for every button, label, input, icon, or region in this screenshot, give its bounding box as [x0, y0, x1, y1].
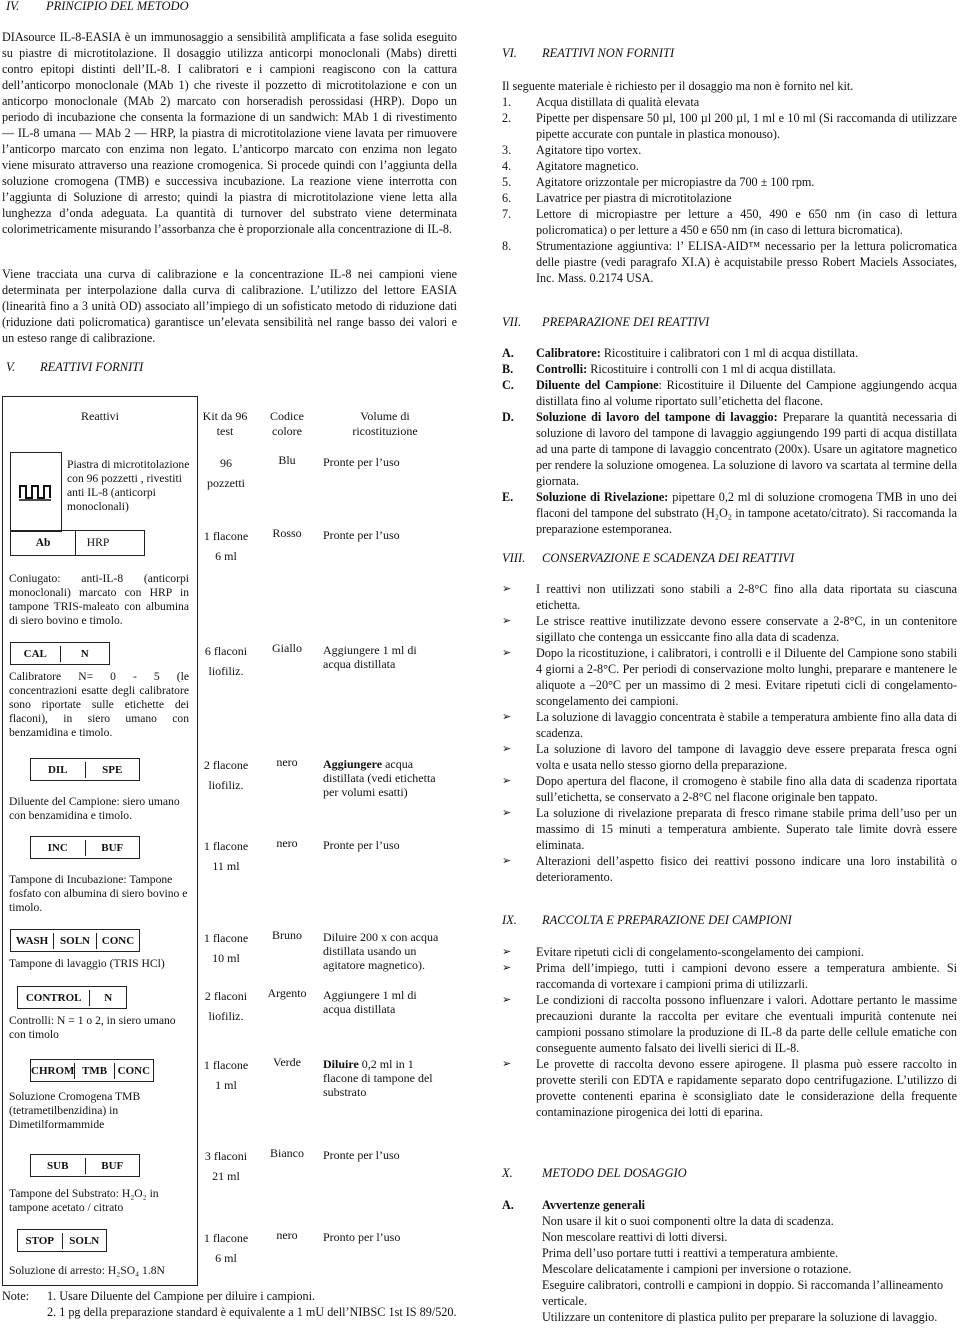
list-item [502, 174, 957, 190]
item-number: 2. [502, 111, 512, 125]
item-letter: A. [502, 346, 514, 360]
section-number: IV. [6, 0, 20, 13]
item-text [536, 377, 957, 409]
section-7-heading [502, 314, 709, 330]
bullet-icon: ➢ [502, 646, 512, 659]
item-text [536, 345, 957, 361]
warnings-title: Avvertenze generali [542, 1198, 645, 1212]
item-bold: Soluzione di lavoro del tampone di lavaggio: [536, 410, 778, 424]
bullet-item [502, 773, 957, 805]
volume-text: Pronte per l’uso [323, 528, 400, 542]
section-5-heading [6, 359, 143, 375]
buf-code: BUF [85, 1158, 140, 1174]
section-4-heading [6, 0, 189, 14]
conc-code: CONC [114, 1063, 153, 1079]
volume-text: Aggiungere 1 ml di acqua distillata [323, 988, 417, 1016]
color-code: Bruno [272, 928, 302, 942]
item-text [536, 361, 957, 377]
warnings-lines [542, 1213, 957, 1325]
wash-code-box [10, 929, 140, 952]
bullet-icon: ➢ [502, 614, 512, 627]
item-number: 1. [502, 95, 512, 109]
soln-code: SOLN [53, 933, 96, 949]
bullet-text: La soluzione di lavoro del tampone di lavaggio deve essere preparata fresca ogni volta e usata nello stesso giorno della preparazione. [536, 742, 957, 772]
list-item [502, 190, 957, 206]
bullet-text: La soluzione di lavaggio concentrata è stabile a temperatura ambiente fino alla data di scadenza. [536, 710, 957, 740]
color-code: Blu [278, 453, 296, 467]
item-bold: Controlli: [536, 362, 588, 376]
item-number: 6. [502, 191, 512, 205]
section-number: IX. [502, 913, 517, 927]
item-text: Lettore di micropiastre per letture a 450, 490 e 650 nm (in caso di lettura policromatica) o per letture a 450 e 650 nm (in caso di lettura bicromatica). [536, 207, 957, 237]
plate-description: Piastra di microtitolazione con 96 pozzetti , rivestiti anti IL-8 (anticorpi monoclonali) [67, 458, 190, 513]
item-number: 8. [502, 239, 512, 253]
header-kit: Kit da 96 test [202, 409, 248, 438]
bullet-item [502, 805, 957, 853]
kit-quantity: 6 flaconi liofiliz. [204, 644, 248, 678]
inc-code-box [30, 836, 140, 859]
kit-quantity: 96 pozzetti [207, 456, 245, 490]
stop-code: STOP [25, 1234, 55, 1247]
bullet-text: Evitare ripetuti cicli di congelamento-scongelamento dei campioni. [536, 945, 864, 959]
item-text: Agitatore orizzontale per micropiastre da 700 ± 100 rpm. [536, 175, 815, 189]
section-title: RACCOLTA E PREPARAZIONE DEI CAMPIONI [542, 913, 792, 927]
bullet-icon: ➢ [502, 582, 512, 595]
list-item [502, 489, 957, 537]
warning-line: Eseguire calibratori, controlli e campioni in doppio. Si raccomanda l’allineamento verticale. [542, 1278, 944, 1308]
item-text [536, 409, 957, 489]
chromogen-description: Soluzione Cromogena TMB (tetrametilbenzidina) in Dimetilformammide [9, 1090, 141, 1131]
reconstitution-volume [323, 1057, 447, 1099]
section-number: VIII. [502, 551, 526, 565]
section-title: PRINCIPIO DEL METODO [46, 0, 189, 13]
item-rest: Preparare la quantità necessaria di soluzione di lavoro del tampone di lavaggio aggiungendo 199 parti di acqua distillata ad una parte di tampone di lavaggio concentrato (200x). Usare un agitatore magnetico per rendere la soluzione omogenea. La soluzione di lavoro va scartata al termine della giornata. [536, 410, 957, 488]
bullet-icon: ➢ [502, 854, 512, 867]
volume-text: Pronto per l’uso [323, 1230, 401, 1244]
list-item [502, 361, 957, 377]
bullet-icon: ➢ [502, 710, 512, 723]
section-title: METODO DEL DOSAGGIO [542, 1166, 687, 1180]
list-item [502, 158, 957, 174]
bullet-text: Dopo apertura del flacone, il cromogeno è stabile fino alla data di scadenza riportata sull’etichetta, se conservato a 2-8°C nel flacone originale ben tappato. [536, 774, 957, 804]
volume-text: Diluire 200 x con acqua distillata usando un agitatore magnetico). [323, 930, 439, 972]
item-rest: Ricostituire i controlli con 1 ml di acqua distillata. [587, 362, 836, 376]
volume-text: acqua distillata (vedi etichetta per volumi esatti) [323, 757, 436, 799]
item-rest: pipettare 0,2 ml di soluzione cromogena TMB in uno dei flaconi del tampone del substrato (H₂O₂ in tampone acetato/citrato). Si raccomanda la preparazione estemporanea. [536, 490, 957, 536]
bullet-item [502, 960, 957, 992]
section-number: X. [502, 1166, 513, 1180]
item-number: 3. [502, 143, 512, 157]
controls-description: Controlli: N = 1 o 2, in siero umano con timolo [9, 1014, 176, 1041]
bullet-item [502, 613, 957, 645]
item-number: 4. [502, 159, 512, 173]
header-reagents: Reattivi [81, 409, 119, 423]
bullet-icon: ➢ [502, 774, 512, 787]
color-code: nero [276, 755, 298, 769]
inc-code: INC [47, 841, 68, 854]
ab-code: Ab [35, 536, 51, 549]
warnings-label: A. [502, 1198, 514, 1212]
volume-text: 0,2 ml in 1 flacone di tampone del substrato [323, 1057, 433, 1099]
section-number: V. [6, 360, 16, 374]
spe-code: SPE [85, 762, 140, 778]
hrp-code: HRP [86, 536, 110, 549]
bullet-text: I reattivi non utilizzati sono stabili a 2-8°C fino alla data riportata su ciascuna etichetta. [536, 582, 957, 612]
bullet-icon: ➢ [502, 1057, 512, 1070]
bullet-item [502, 944, 957, 960]
conc-code: CONC [96, 933, 139, 949]
bullet-text: La soluzione di rivelazione preparata di fresco rimane stabile prima dell’uso per un massimo di 15 minuti a temperatura ambiente. Superato tale limite dovrà essere eliminata. [536, 806, 957, 852]
general-warnings [502, 1197, 957, 1325]
bullet-icon: ➢ [502, 806, 512, 819]
kit-quantity: 3 flaconi 21 ml [204, 1149, 248, 1183]
warning-line: Non usare il kit o suoi componenti oltre la data di scadenza. [542, 1214, 834, 1228]
note-label: Note: [2, 1289, 30, 1303]
control-code-box [17, 986, 127, 1009]
item-letter: B. [502, 362, 514, 376]
bullet-icon: ➢ [502, 945, 512, 958]
kit-quantity: 1 flacone 10 ml [203, 931, 249, 965]
color-code: Giallo [272, 641, 302, 655]
bullet-item [502, 853, 957, 885]
chrom-code-box [30, 1059, 154, 1082]
item-text: Agitatore magnetico. [536, 159, 639, 173]
bullet-item [502, 741, 957, 773]
reconstitution-volume [323, 757, 447, 799]
dil-code: DIL [47, 763, 68, 776]
header-color-code: Codice colore [270, 409, 304, 438]
note-2: 2. 1 pg della preparazione standard è equivalente a 1 mU dell’NIBSC 1st IS 89/520. [47, 1305, 457, 1319]
kit-quantity: 1 flacone 6 ml [203, 1231, 249, 1265]
item-bold: Calibratore: [536, 346, 601, 360]
dil-code-box [30, 758, 140, 781]
volume-bold: Aggiungere [323, 757, 383, 771]
calibrator-description: Calibratore N= 0 - 5 (le concentrazioni esatte degli calibratore sono riportate sulle etichette dei flaconi), in siero umano con benzamidina e timolo. [9, 670, 189, 739]
microplate-icon [18, 482, 52, 502]
volume-text: Pronte per l’uso [323, 455, 400, 469]
bullet-icon: ➢ [502, 993, 512, 1006]
item-text [536, 489, 957, 537]
section-title: PREPARAZIONE DEI REATTIVI [542, 315, 710, 329]
list-item [502, 110, 957, 142]
color-code: Bianco [270, 1146, 304, 1160]
section-number: VI. [502, 46, 517, 60]
storage-list [502, 581, 957, 885]
reconstitution-volume [323, 988, 447, 1016]
principle-paragraph-2: Viene tracciata una curva di calibrazione e la concentrazione IL-8 nei campioni viene determinata per interpolazione dalla curva di calibrazione. L’utilizzo del lettore EASIA (linearità fino a 3 unità OD) associato all’impiego di un sofisticato metodo di riduzione dati (riduzione dati policromatica) garantisce un’elevata sensibilità nel range basso dei valori e un esteso range di calibrazione. [2, 267, 457, 345]
volume-text: Aggiungere 1 ml di acqua distillata [323, 643, 417, 671]
sub-code-box [30, 1154, 140, 1177]
conjugate-description: Coniugato: anti-IL-8 (anticorpi monoclonali) marcato con HRP in tampone TRIS-maleato con albumina di siero bovino e timolo. [9, 572, 189, 627]
kit-quantity: 1 flacone 1 ml [203, 1058, 249, 1092]
volume-bold: Diluire [323, 1057, 359, 1071]
bullet-item [502, 581, 957, 613]
item-rest: : Ricostituire il Diluente del Campione aggiungendo acqua distillata fino al volume riportato sull’etichetta del flacone. [536, 378, 957, 408]
color-code: Verde [273, 1055, 301, 1069]
control-code: CONTROL [25, 991, 82, 1004]
kit-quantity: 2 flaconi liofiliz. [204, 989, 248, 1023]
warning-line: Non mescolare reattivi di lotti diversi. [542, 1230, 728, 1244]
soln-code: SOLN [62, 1233, 107, 1249]
reconstitution-volume [323, 838, 447, 852]
bullet-item [502, 709, 957, 741]
sample-collection-list [502, 944, 957, 1120]
bullet-text: Dopo la ricostituzione, i calibratori, i controlli e il Diluente del Campione sono stabili 4 giorni a 2-8°C. Per periodi di conservazione molto lunghi, preparare e mantenere le aliquote a –20°C per un massimo di 2 mesi. Evitare ripetuti cicli di congelamento-scongelamento dei campioni. [536, 646, 957, 708]
reconstitution-volume [323, 1148, 447, 1162]
not-supplied-list [502, 94, 957, 286]
section-10-heading [502, 1165, 687, 1181]
bullet-text: Prima dell’impiego, tutti i campioni devono essere a temperatura ambiente. Si raccomanda di vortexare i campioni prima di utilizzarli. [536, 961, 957, 991]
bullet-text: Alterazioni dell’aspetto fisico dei reattivi possono indicare una loro instabilità o deterioramento. [536, 854, 957, 884]
section-title: CONSERVAZIONE E SCADENZA DEI REATTIVI [542, 551, 795, 565]
list-item [502, 345, 957, 361]
bullet-icon: ➢ [502, 742, 512, 755]
item-number: 5. [502, 175, 512, 189]
item-number: 7. [502, 207, 512, 221]
section-6-heading [502, 45, 674, 61]
note-1: 1. Usare Diluente del Campione per diluire i campioni. [47, 1289, 316, 1303]
item-letter: E. [502, 490, 514, 504]
item-text: Pipette per dispensare 50 µl, 100 µl 200 µl, 1 ml e 10 ml (Si raccomanda di utilizzare pipette accurate con puntale in plastica monouso). [536, 111, 957, 141]
item-text: Acqua distillata di qualità elevata [536, 95, 700, 109]
list-item [502, 206, 957, 238]
not-supplied-intro: Il seguente materiale è richiesto per il dosaggio ma non è fornito nel kit. [502, 79, 854, 93]
stop-solution-description: Soluzione di arresto: H₂SO₄ 1.8N [9, 1264, 165, 1277]
color-code: Argento [267, 986, 307, 1000]
section-title: REATTIVI FORNITI [40, 360, 144, 374]
item-text: Lavatrice per piastra di microtitolazione [536, 191, 732, 205]
reconstitution-volume [323, 930, 447, 972]
item-text: Agitatore tipo vortex. [536, 143, 642, 157]
tmb-code: TMB [74, 1063, 113, 1079]
cal-code-box [10, 642, 110, 665]
section-number: VII. [502, 315, 522, 329]
incubation-buffer-description: Tampone di Incubazione: Tampone fosfato con albumina di siero bovino e timolo. [9, 873, 188, 914]
wash-buffer-description: Tampone di lavaggio (TRIS HCl) [9, 957, 165, 970]
list-item [502, 142, 957, 158]
item-bold: Diluente del Campione [536, 378, 659, 392]
bullet-item [502, 645, 957, 709]
warning-line: Utilizzare un contenitore di plastica pulito per preparare la soluzione di lavaggio. [542, 1310, 938, 1324]
item-rest: Ricostituire i calibratori con 1 ml di acqua distillata. [600, 346, 858, 360]
cal-code: CAL [23, 647, 47, 660]
warning-line: Prima dell’uso portare tutti i reattivi a temperatura ambiente. [542, 1246, 839, 1260]
reconstitution-volume [323, 643, 447, 671]
volume-text: Pronte per l’uso [323, 1148, 400, 1162]
buf-code: BUF [85, 840, 140, 856]
volume-text: Pronte per l’uso [323, 838, 400, 852]
header-volume: Volume di ricostituzione [352, 409, 418, 438]
section-title: REATTIVI NON FORNITI [542, 46, 675, 60]
principle-paragraph-1: DIAsource IL-8-EASIA è un immunosaggio a sensibilità amplificata a fase solida eseguito su piastre di microtitolazione. Il dosaggio utilizza anticorpi monoclonali (Mabs) diretti contro epitopi distinti dell’IL-8. I calibratori e i campioni reagiscono con la cattura dell’anticorpo monoclonale (MAb 1) che riveste il pozzetto di microtitolazione e con un anticorpo monoclonale (MAb 2) marcato con horseradish perossidasi (HRP). Dopo un periodo di incubazione che consenta la formazione di un sandwich: MAb 1 di rivestimento — IL-8 umana — MAb 2 — HRP, la piastra di microtitolazione viene lavata per rimuovere l’anticorpo marcato con enzima non legato. L’anticorpo marcato con enzima non legato viene misurato attraverso una reazione cromogenica. Si procede quindi con l’aggiunta della soluzione cromogena (TMB) e successiva incubazione. La reazione viene interrotta con l’aggiunta di Soluzione di arresto; quindi la piastra di microtitolazione viene letta alla lunghezza d’onda adeguata. La quantità di turnover del substrato viene determinata colorimetricamente misurando l’assorbanza che è proporzionale alla concentrazione di IL-8. [2, 30, 457, 236]
bullet-item [502, 1056, 957, 1120]
control-code-n: N [89, 990, 126, 1006]
diluent-description: Diluente del Campione: siero umano con benzamidina e timolo. [9, 795, 180, 822]
color-code: nero [276, 836, 298, 850]
section-8-heading [502, 550, 794, 566]
reagent-preparation-list [502, 345, 957, 537]
item-bold: Soluzione di Rivelazione: [536, 490, 669, 504]
bullet-item [502, 992, 957, 1056]
bullet-icon: ➢ [502, 961, 512, 974]
bullet-text: Le condizioni di raccolta possono influenzare i valori. Adottare pertanto le massime precauzioni durante la raccolta per evitare che eventuali impurità contenute nei campioni possano stimolare la produzione di IL-8 da parte delle cellule ematiche con conseguente aumento falsato dei livelli sierici di IL-8. [536, 993, 957, 1055]
color-code: Rosso [272, 526, 302, 540]
kit-quantity: 1 flacone 11 ml [203, 839, 249, 873]
substrate-buffer-description: Tampone del Substrato: H₂O₂ in tampone acetato / citrato [9, 1187, 159, 1214]
reconstitution-volume [323, 455, 447, 469]
color-code: nero [276, 1228, 298, 1242]
kit-quantity: 1 flacone 6 ml [203, 529, 249, 563]
warning-line: Mescolare delicatamente i campioni per inversione o rotazione. [542, 1262, 852, 1276]
kit-quantity: 2 flacone liofiliz. [203, 758, 249, 792]
reconstitution-volume [323, 1230, 447, 1244]
item-letter: D. [502, 410, 514, 424]
section-9-heading [502, 912, 792, 928]
item-letter: C. [502, 378, 514, 392]
list-item [502, 409, 957, 489]
sub-code: SUB [47, 1159, 69, 1172]
bullet-text: Le strisce reattive inutilizzate devono essere conservate a 2-8°C, in un contenitore sigillato che contenga un essiccante fino alla data di scadenza. [536, 614, 957, 644]
cal-code-n: N [60, 646, 110, 662]
wash-code: WASH [15, 934, 49, 947]
reconstitution-volume [323, 528, 447, 542]
bullet-text: Le provette di raccolta devono essere apirogene. Il plasma può essere raccolto in provette sterili con EDTA e rapidamente separato dopo centrifugazione. L’utilizzo di provette contenenti eparina è sconsigliato date le considerazione della frequente contaminazione pirogenica dei lotti di eparina. [536, 1057, 957, 1119]
list-item [502, 94, 957, 110]
item-text: Strumentazione aggiuntiva: l’ ELISA-AID™ necessario per la lettura policromatica delle piastre (vedi paragrafo XI.A) è acquistabile presso Robert Maciels Associates, Inc. Mass. 0.2174 USA. [536, 239, 957, 285]
list-item [502, 238, 957, 286]
chrom-code: CHROM [31, 1064, 75, 1077]
list-item [502, 377, 957, 409]
stop-code-box [17, 1229, 107, 1252]
